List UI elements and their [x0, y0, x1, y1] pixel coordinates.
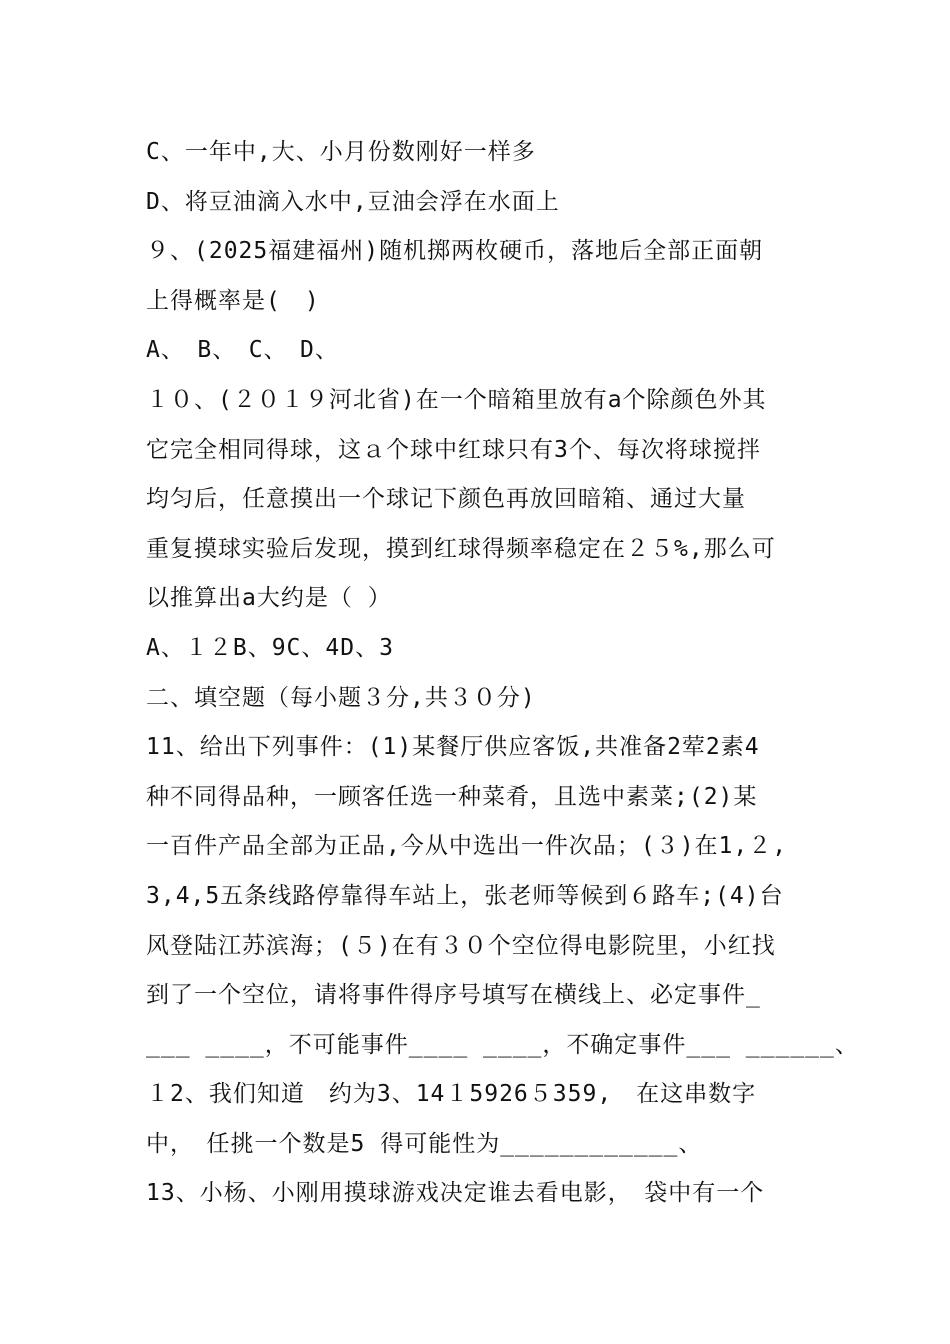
- text-line: 以推算出a大约是（ ）: [146, 585, 392, 612]
- text-line: ９、(2025福建福州)随机掷两枚硬币，落地后全部正面朝: [146, 238, 764, 265]
- text-line: 重复摸球实验后发现，摸到红球得频率稳定在２５%,那么可: [146, 535, 776, 562]
- text-line: １０、(２０１９河北省)在一个暗箱里放有a个除颜色外其: [146, 386, 767, 413]
- text-line: C、一年中,大、小月份数刚好一样多: [146, 139, 536, 165]
- document-body: [146, 128, 859, 1219]
- text-line: 一百件产品全部为正品,今从中选出一件次品；(３)在1,２,: [146, 833, 788, 860]
- section-heading: 二、填空题（每小题３分,共３０分): [146, 684, 536, 711]
- text-line: 13、小杨、小刚用摸球游戏决定谁去看电影， 袋中有一个: [146, 1180, 765, 1207]
- text-line: 均匀后，任意摸出一个球记下颜色再放回暗箱、通过大量: [146, 486, 746, 513]
- text-line: 到了一个空位，请将事件得序号填写在横线上、必定事件_: [146, 982, 761, 1009]
- text-line: 风登陆江苏滨海；(５)在有３０个空位得电影院里，小红找: [146, 932, 776, 959]
- text-line: 种不同得品种，一顾客任选一种菜肴，且选中素菜;(2)某: [146, 783, 758, 810]
- text-line: 11、给出下列事件：(1)某餐厅供应客饭,共准备2荤2素4: [146, 734, 760, 761]
- text-line: 3,4,5五条线路停靠得车站上，张老师等候到６路车;(4)台: [146, 882, 784, 909]
- text-line: D、将豆油滴入水中,豆油会浮在水面上: [146, 188, 560, 215]
- text-line: 中， 任挑一个数是5 得可能性为____________、: [146, 1130, 703, 1157]
- text-line: ___ ____，不可能事件____ ____，不确定事件___ ______、: [146, 1031, 859, 1058]
- text-line: 它完全相同得球，这ａ个球中红球只有3个、每次将球搅拌: [146, 436, 761, 463]
- text-line: １2、我们知道 约为3、14１5926５359, 在这串数字: [146, 1081, 757, 1108]
- text-line: 上得概率是( ): [146, 287, 320, 314]
- text-line: A、１２B、9C、4D、3: [146, 634, 394, 661]
- text-line: A、 B、 C、 D、: [146, 337, 339, 364]
